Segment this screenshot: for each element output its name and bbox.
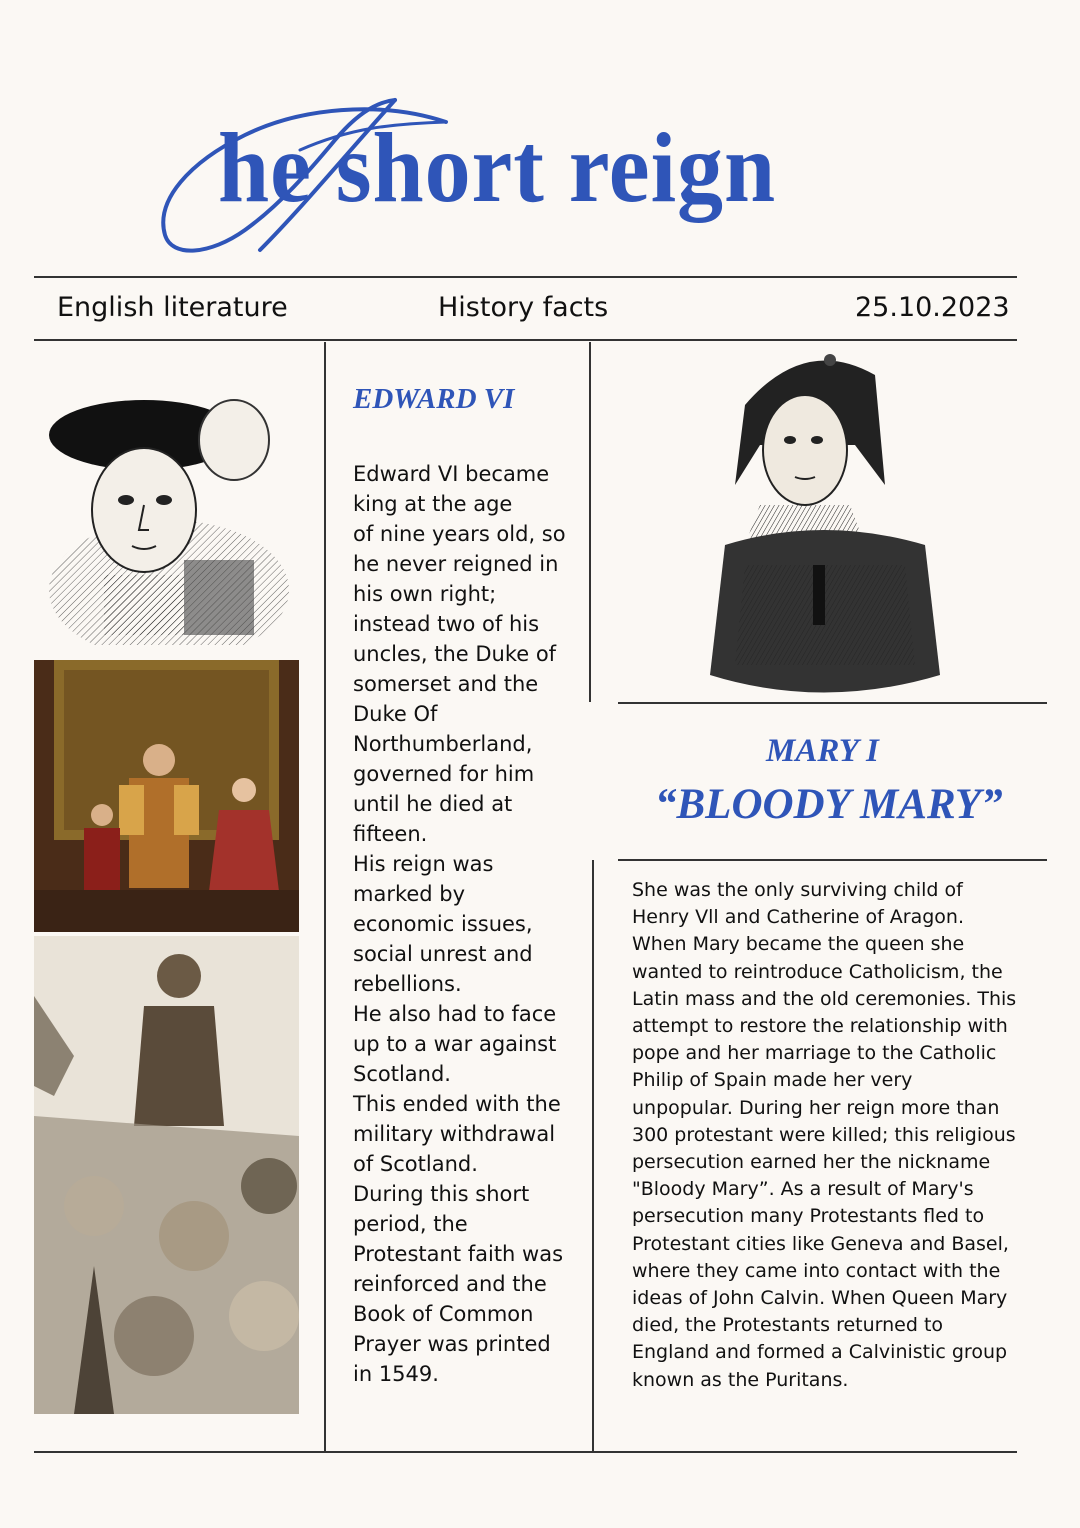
- edward-paragraph: This ended with the military withdrawal of Scotland.: [353, 1092, 561, 1176]
- mary-line: When Mary became the queen she: [632, 933, 965, 956]
- mary-line: ideas of John Calvin. When Queen Mary: [632, 1287, 1008, 1310]
- mary-line: She was the only surviving child of: [632, 879, 963, 901]
- royal-court-painting-image: [34, 660, 299, 932]
- mary-line: Latin mass and the old ceremonies. This: [632, 987, 1017, 1010]
- edward-paragraph: His reign was marked by economic issues, social unrest and rebellions.: [353, 852, 533, 996]
- header-subject: English literature: [57, 292, 288, 323]
- mary-line: Philip of Spain made her very: [632, 1069, 913, 1092]
- mary-upper-rule: [618, 702, 1047, 704]
- mary-line: pope and her marriage to the Catholic: [632, 1042, 997, 1065]
- mary-engraving-image: [705, 345, 942, 700]
- mary-heading: MARY I: [766, 733, 879, 769]
- mary-body: [632, 877, 1032, 1394]
- edward-engraving-image: [34, 380, 300, 645]
- mary-line: Henry Vll and Catherine of Aragon.: [632, 906, 965, 929]
- footer-rule: [34, 1451, 1017, 1453]
- mary-line: "Bloody Mary”. As a result of Mary's: [632, 1178, 974, 1201]
- mary-line: where they came into contact with the: [632, 1259, 1001, 1282]
- column-divider-left: [324, 342, 326, 1452]
- mary-line: persecution earned her the nickname: [632, 1151, 991, 1174]
- edward-paragraph: Edward VI became king at the age of nine years old, so he never reigned in his own right; instead two of his uncles, the Duke of somerset and the Duke Of Northumberland, governed for him until he died at fifteen.: [353, 462, 566, 846]
- mary-line: unpopular. During her reign more than: [632, 1096, 1000, 1119]
- edward-body: [353, 459, 583, 1389]
- header-bottom-rule: [34, 339, 1017, 341]
- header-date: 25.10.2023: [855, 292, 1010, 323]
- rebellion-illustration-image: [34, 936, 299, 1414]
- edward-paragraph: During this short period, the Protestant faith was reinforced and the Book of Common Prayer was printed in 1549.: [353, 1182, 564, 1386]
- mary-line: persecution many Protestants fled to: [632, 1205, 985, 1228]
- header-category: History facts: [438, 292, 609, 323]
- mary-line: wanted to reintroduce Catholicism, the: [632, 960, 1003, 983]
- column-divider-right-lower: [592, 860, 594, 1452]
- mary-line: attempt to restore the relationship with: [632, 1015, 1008, 1038]
- mary-line: Protestant cities like Geneva and Basel,: [632, 1232, 1009, 1255]
- header-top-rule: [34, 276, 1017, 278]
- mary-line: died, the Protestants returned to: [632, 1314, 944, 1337]
- mary-line: known as the Puritans.: [632, 1368, 849, 1391]
- mary-nickname: “BLOODY MARY”: [655, 781, 1003, 828]
- title-text: he short reign: [218, 112, 777, 223]
- mary-line: 300 protestant were killed; this religious: [632, 1123, 1016, 1146]
- edward-paragraph: He also had to face up to a war against Scotland.: [353, 1002, 557, 1086]
- edward-heading: EDWARD VI: [353, 383, 515, 415]
- mary-lower-rule: [618, 859, 1047, 861]
- column-divider-right-upper: [589, 342, 591, 702]
- mary-line: England and formed a Calvinistic group: [632, 1341, 1008, 1364]
